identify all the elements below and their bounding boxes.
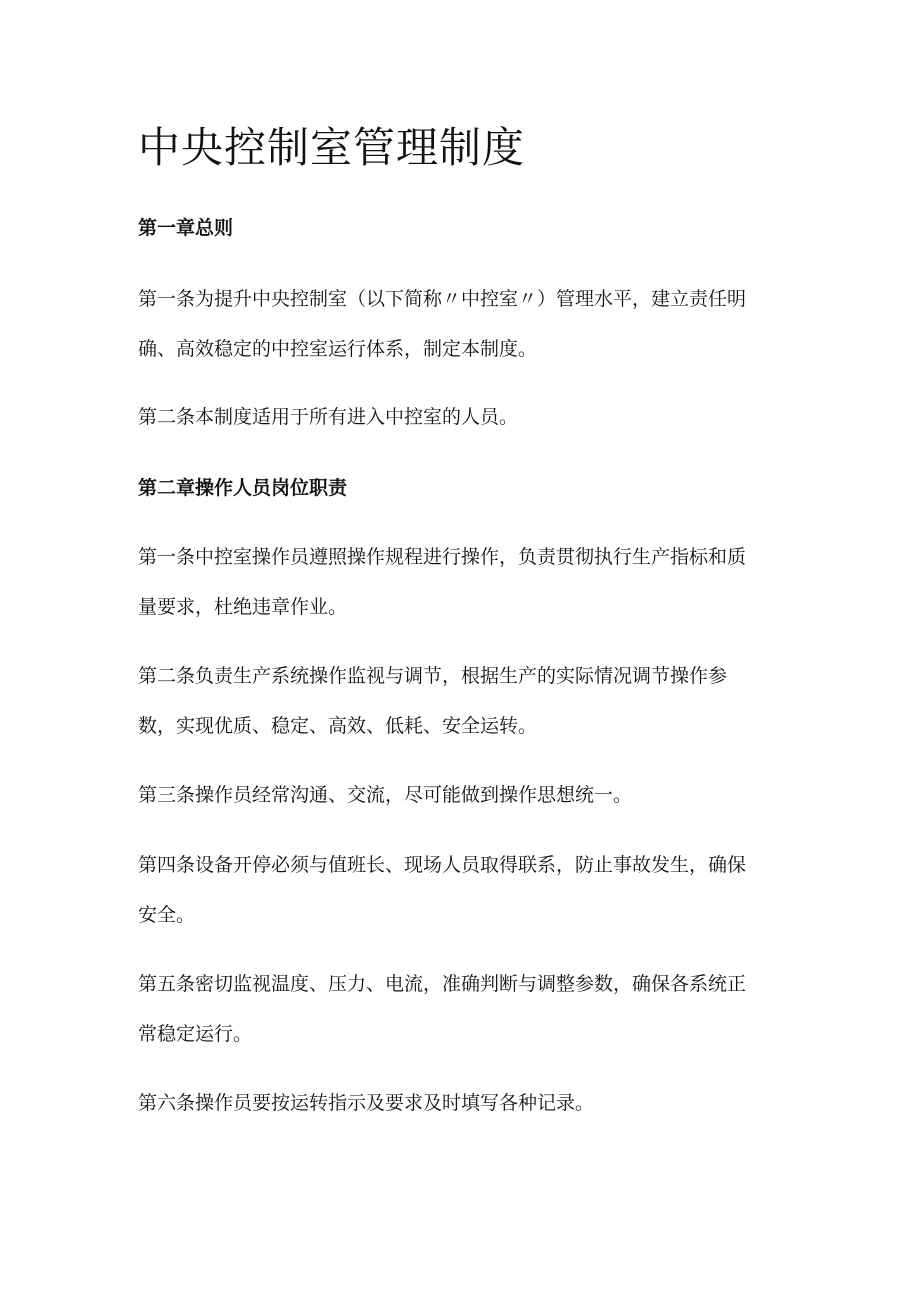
paragraph-line: 第一条为提升中央控制室（以下简称〃中控室〃）管理水平，建立责任明 <box>138 288 747 310</box>
paragraph-line: 第四条设备开停必须与值班长、现场人员取得联系，防止事故发生，确保 <box>138 854 747 876</box>
paragraph-line: 安全。 <box>138 904 196 926</box>
document-title: 中央控制室管理制度 <box>138 123 526 172</box>
paragraph-line: 数，实现优质、稳定、高效、低耗、安全运转。 <box>138 715 538 737</box>
chapter-1-article-2 <box>138 392 788 442</box>
chapter-2-article-3 <box>138 770 788 820</box>
paragraph-line: 量要求，杜绝违章作业。 <box>138 596 348 618</box>
paragraph-line: 第六条操作员要按运转指示及要求及时填写各种记录。 <box>138 1092 595 1114</box>
paragraph-line: 常稳定运行。 <box>138 1023 253 1045</box>
chapter-2-article-6 <box>138 1078 788 1128</box>
chapter-2-article-4 <box>138 840 788 940</box>
paragraph-line: 第五条密切监视温度、压力、电流，准确判断与调整参数，确保各系统正 <box>138 973 747 995</box>
paragraph-line: 第一条中控室操作员遵照操作规程进行操作，负责贯彻执行生产指标和质 <box>138 546 747 568</box>
chapter-2-article-5 <box>138 959 788 1059</box>
paragraph-line: 第二条负责生产系统操作监视与调节，根据生产的实际情况调节操作参 <box>138 665 728 687</box>
chapter-1-article-1 <box>138 274 788 374</box>
paragraph-line: 第三条操作员经常沟通、交流，尽可能做到操作思想统一。 <box>138 784 633 806</box>
chapter-2-article-1 <box>138 532 788 632</box>
paragraph-line: 第二条本制度适用于所有进入中控室的人员。 <box>138 406 519 428</box>
chapter-2-heading: 第二章操作人员岗位职责 <box>138 477 348 499</box>
chapter-2-article-2 <box>138 651 788 751</box>
chapter-1-heading: 第一章总则 <box>138 217 234 239</box>
paragraph-line: 确、高效稳定的中控室运行体系，制定本制度。 <box>138 338 538 360</box>
